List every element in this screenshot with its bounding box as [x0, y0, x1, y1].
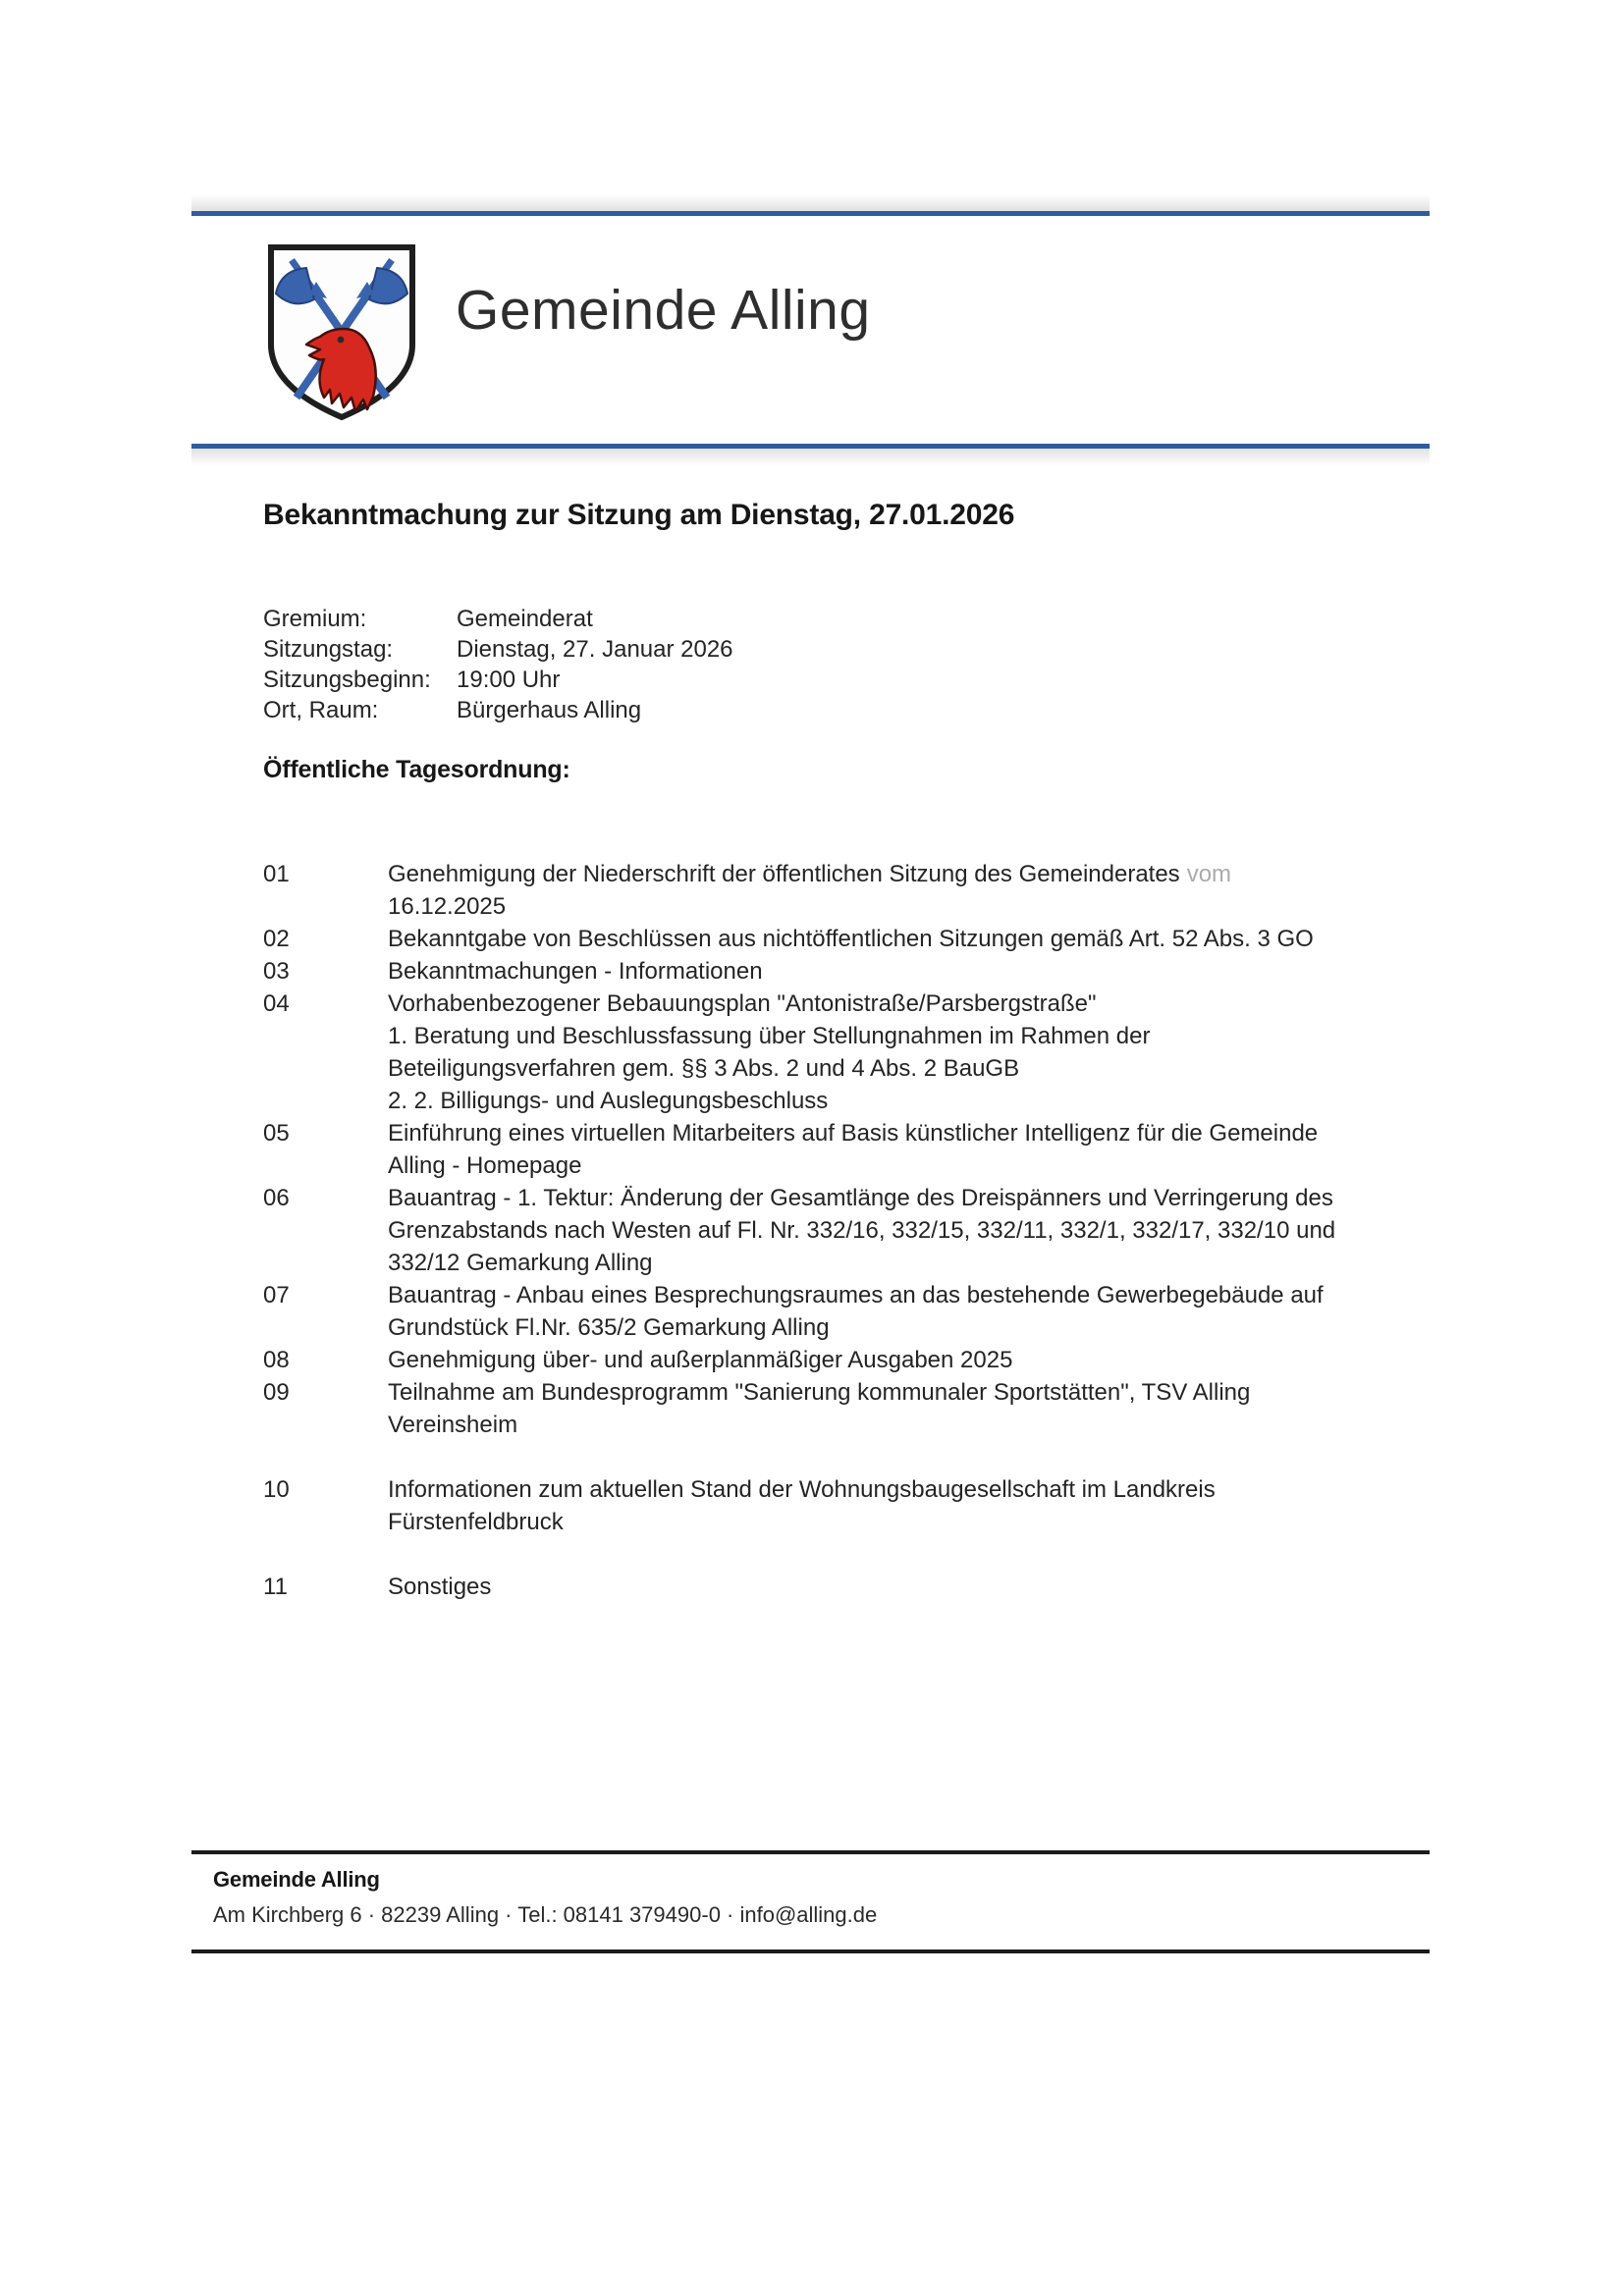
agenda-item-text-line: Grundstück Fl.Nr. 635/2 Gemarkung Alling [388, 1314, 830, 1341]
meta-label: Gremium: [263, 606, 367, 632]
agenda-item-number: 10 [263, 1476, 290, 1503]
agenda-item-number: 07 [263, 1282, 290, 1308]
meta-value: 19:00 Uhr [457, 667, 561, 693]
agenda-item [263, 955, 1453, 988]
agenda-item [263, 1279, 1453, 1344]
agenda-item-text-line: Bauantrag - Anbau eines Besprechungsraumes an das bestehende Gewerbegebäude auf [388, 1282, 1324, 1308]
agenda-line-faded-word: vom [1186, 861, 1232, 887]
agenda-item-number: 09 [263, 1379, 290, 1406]
agenda-item-text [388, 1571, 1453, 1603]
header-gradient-bottom [191, 449, 1430, 465]
agenda-list [263, 858, 1453, 1603]
agenda-item-number: 11 [263, 1574, 288, 1600]
agenda-item-text-line: Beteiligungsverfahren gem. §§ 3 Abs. 2 und 4 Abs. 2 BauGB [388, 1055, 1020, 1082]
agenda-item [263, 1117, 1453, 1182]
agenda-item-text [388, 1117, 1453, 1182]
agenda-item-text [388, 1182, 1453, 1279]
footer-rule-bottom [191, 1949, 1430, 1953]
agenda-item-text-line: Bekanntmachungen - Informationen [388, 958, 763, 985]
agenda-item-text-line: Einführung eines virtuellen Mitarbeiters auf Basis künstlicher Intelligenz für die Gemeinde [388, 1120, 1319, 1147]
meta-row [263, 634, 733, 665]
agenda-item-number: 06 [263, 1185, 290, 1211]
agenda-item-text-line: 1. Beratung und Beschlussfassung über Stellungnahmen im Rahmen der [388, 1023, 1151, 1049]
agenda-item-number: 05 [263, 1120, 290, 1147]
agenda-item-text-line [388, 858, 1453, 890]
agenda-item [263, 988, 1453, 1117]
agenda-item [263, 858, 1453, 923]
footer-rule-top [191, 1850, 1430, 1854]
agenda-item-text-line: Vorhabenbezogener Bebauungsplan "Antonistraße/Parsbergstraße" [388, 990, 1097, 1017]
agenda-item-number: 04 [263, 990, 290, 1017]
agenda-item-text-line: 332/12 Gemarkung Alling [388, 1250, 653, 1276]
agenda-item-text [388, 988, 1453, 1117]
agenda-item-text-line: Informationen zum aktuellen Stand der Wohnungsbaugesellschaft im Landkreis [388, 1476, 1216, 1503]
meta-row [263, 604, 733, 634]
agenda-item [263, 1376, 1453, 1441]
agenda-item [263, 1182, 1453, 1279]
meeting-meta [263, 604, 733, 725]
agenda-item [263, 1473, 1453, 1538]
meta-value: Gemeinderat [457, 606, 593, 632]
meta-row [263, 695, 733, 725]
header-rule-top [191, 211, 1430, 216]
footer-org-name: Gemeinde Alling [213, 1867, 380, 1892]
agenda-item-text-line: Teilnahme am Bundesprogramm "Sanierung kommunaler Sportstätten", TSV Alling [388, 1379, 1251, 1406]
agenda-item-text [388, 923, 1453, 955]
agenda-item-number: 08 [263, 1347, 290, 1373]
agenda-heading: Öffentliche Tagesordnung: [263, 756, 570, 783]
agenda-item-text-line: 2. 2. Billigungs- und Auslegungsbeschluss [388, 1088, 829, 1114]
agenda-item-number: 02 [263, 926, 290, 952]
agenda-line-main: Genehmigung der Niederschrift der öffentlichen Sitzung des Gemeinderates [388, 861, 1180, 887]
agenda-item-text-line: Bekanntgabe von Beschlüssen aus nichtöffentlichen Sitzungen gemäß Art. 52 Abs. 3 GO [388, 926, 1314, 952]
meta-label: Ort, Raum: [263, 697, 379, 723]
agenda-item-text [388, 1279, 1453, 1344]
agenda-item-text-line: 16.12.2025 [388, 893, 507, 920]
org-name: Gemeinde Alling [456, 279, 871, 342]
agenda-item-text-line: Bauantrag - 1. Tektur: Änderung der Gesamtlänge des Dreispänners und Verringerung des [388, 1185, 1333, 1211]
agenda-item-text-line: Genehmigung über- und außerplanmäßiger Ausgaben 2025 [388, 1347, 1013, 1373]
agenda-item [263, 1571, 1453, 1603]
meta-value: Dienstag, 27. Januar 2026 [457, 636, 733, 663]
meta-label: Sitzungstag: [263, 636, 394, 663]
agenda-item-text-line: Sonstiges [388, 1574, 492, 1600]
meta-row [263, 665, 733, 695]
agenda-item-number: 03 [263, 958, 290, 985]
agenda-item-text-line: Grenzabstands nach Westen auf Fl. Nr. 332/16, 332/15, 332/11, 332/1, 332/17, 332/10 und [388, 1217, 1336, 1244]
agenda-item-text [388, 858, 1453, 923]
agenda-item [263, 923, 1453, 955]
agenda-item-text [388, 1473, 1453, 1538]
coat-of-arms-icon [263, 242, 420, 422]
agenda-item-text-line: Fürstenfeldbruck [388, 1509, 564, 1535]
agenda-item-text [388, 955, 1453, 988]
agenda-item [263, 1344, 1453, 1376]
footer-address: Am Kirchberg 6 · 82239 Alling · Tel.: 08141 379490-0 · info@alling.de [213, 1902, 878, 1927]
agenda-item-text-line: Vereinsheim [388, 1412, 518, 1438]
agenda-item-text-line: Alling - Homepage [388, 1152, 582, 1179]
agenda-item-text [388, 1376, 1453, 1441]
agenda-item-text [388, 1344, 1453, 1376]
page-title: Bekanntmachung zur Sitzung am Dienstag, 27.01.2026 [263, 499, 1015, 531]
header-gradient-top [191, 194, 1430, 211]
agenda-item-number: 01 [263, 861, 290, 887]
meta-label: Sitzungsbeginn: [263, 667, 431, 693]
meta-value: Bürgerhaus Alling [457, 697, 642, 723]
